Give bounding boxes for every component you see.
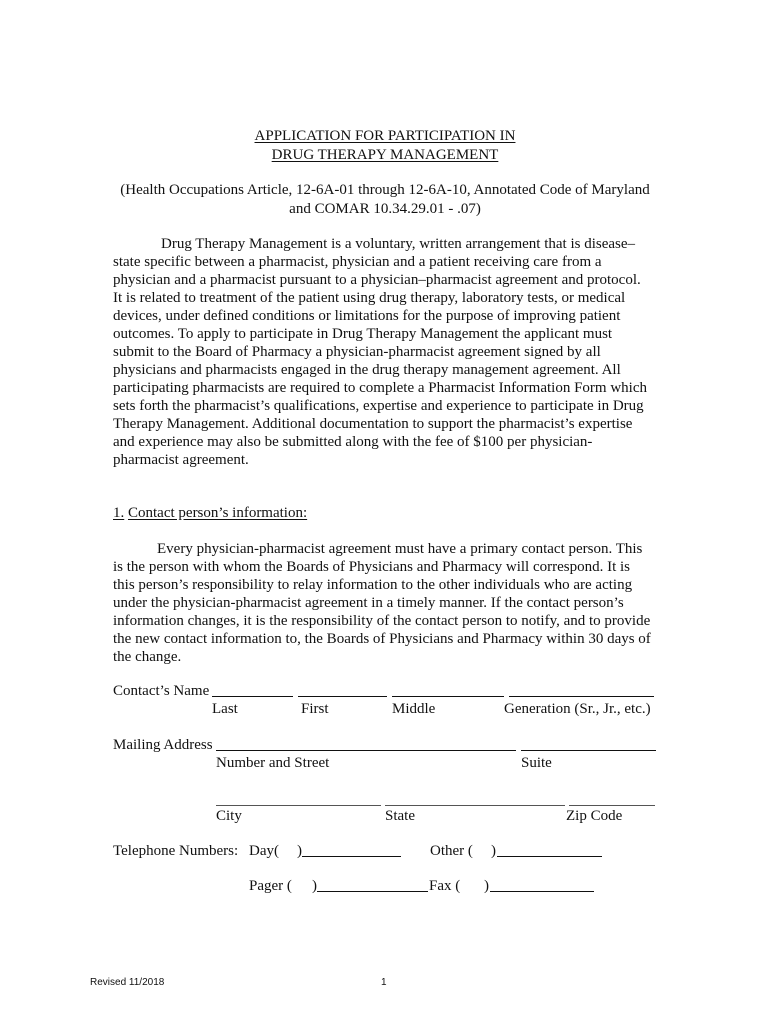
first-label: First bbox=[301, 701, 329, 717]
street-label: Number and Street bbox=[216, 755, 330, 771]
street-field[interactable] bbox=[216, 750, 516, 751]
fax-paren-close: ) bbox=[484, 878, 489, 894]
mailing-address-label: Mailing Address bbox=[113, 737, 213, 753]
other-label: Other ( bbox=[430, 843, 473, 859]
section-1-heading bbox=[113, 505, 307, 522]
citation-line-1: (Health Occupations Article, 12-6A-01 through 12-6A-10, Annotated Code of Maryland bbox=[120, 182, 650, 198]
intro-line: physician and a pharmacist pursuant to a physician–pharmacist agreement and protocol. bbox=[113, 272, 641, 288]
suite-label: Suite bbox=[521, 755, 552, 771]
generation-field[interactable] bbox=[509, 696, 654, 697]
title-line-2: DRUG THERAPY MANAGEMENT bbox=[271, 147, 499, 163]
intro-line: state specific between a pharmacist, physician and a patient receiving care from a bbox=[113, 254, 602, 270]
section-1-line: is the person with whom the Boards of Physicians and Pharmacy will correspond. It is bbox=[113, 559, 631, 575]
intro-line: physicians and pharmacists engaged in the drug therapy management agreement. All bbox=[113, 362, 621, 378]
section-1-line: under the physician-pharmacist agreement in a timely manner. If the contact person’s bbox=[113, 595, 624, 611]
page-number: 1 bbox=[381, 977, 387, 988]
state-label: State bbox=[385, 808, 415, 824]
other-paren-close: ) bbox=[491, 843, 496, 859]
section-1-title: Contact person’s information: bbox=[128, 505, 308, 521]
suite-field[interactable] bbox=[521, 750, 656, 751]
intro-line: Drug Therapy Management is a voluntary, written arrangement that is disease– bbox=[161, 236, 636, 252]
day-paren-close: ) bbox=[297, 843, 302, 859]
pager-paren-close: ) bbox=[312, 878, 317, 894]
middle-label: Middle bbox=[392, 701, 436, 717]
section-1-line: Every physician-pharmacist agreement must have a primary contact person. This bbox=[157, 541, 643, 557]
city-label: City bbox=[216, 808, 242, 824]
citation-line-2: and COMAR 10.34.29.01 - .07) bbox=[289, 201, 481, 217]
middle-name-field[interactable] bbox=[392, 696, 504, 697]
title-line-1: APPLICATION FOR PARTICIPATION IN bbox=[254, 128, 516, 144]
city-field[interactable] bbox=[216, 805, 381, 806]
zip-label: Zip Code bbox=[566, 808, 623, 824]
intro-line: and experience may also be submitted along with the fee of $100 per physician- bbox=[113, 434, 593, 450]
intro-line: outcomes. To apply to participate in Drug Therapy Management the applicant must bbox=[113, 326, 613, 342]
last-label: Last bbox=[212, 701, 238, 717]
fax-label: Fax ( bbox=[429, 878, 461, 894]
intro-line: devices, under defined conditions or limitations for the purpose of improving patient bbox=[113, 308, 621, 324]
day-phone-field[interactable] bbox=[302, 856, 401, 857]
intro-line: pharmacist agreement. bbox=[113, 452, 249, 468]
generation-label: Generation (Sr., Jr., etc.) bbox=[504, 701, 651, 717]
intro-line: Therapy Management. Additional documentation to support the pharmacist’s expertise bbox=[113, 416, 633, 432]
intro-line: sets forth the pharmacist’s qualifications, expertise and experience to participate in Drug bbox=[113, 398, 644, 414]
section-1-line: the new contact information to, the Boards of Physicians and Pharmacy within 30 days of bbox=[113, 631, 651, 647]
other-phone-field[interactable] bbox=[497, 856, 602, 857]
fax-field[interactable] bbox=[490, 891, 594, 892]
state-field[interactable] bbox=[385, 805, 565, 806]
telephone-label: Telephone Numbers: bbox=[113, 843, 239, 859]
section-1-line: information changes, it is the responsibility of the contact person to notify, and to provide bbox=[113, 613, 651, 629]
contact-name-label: Contact’s Name bbox=[113, 683, 210, 699]
intro-line: It is related to treatment of the patient using drug therapy, laboratory tests, or medical bbox=[113, 290, 626, 306]
first-name-field[interactable] bbox=[298, 696, 387, 697]
zip-field[interactable] bbox=[569, 805, 655, 806]
last-name-field[interactable] bbox=[212, 696, 293, 697]
pager-label: Pager ( bbox=[249, 878, 292, 894]
section-1-line: the change. bbox=[113, 649, 182, 665]
revised-date: Revised 11/2018 bbox=[90, 977, 165, 988]
pager-field[interactable] bbox=[317, 891, 428, 892]
section-1-line: this person’s responsibility to relay information to the other individuals who are acting bbox=[113, 577, 633, 593]
day-label: Day( bbox=[249, 843, 279, 859]
section-1-number: 1. bbox=[113, 505, 125, 521]
intro-line: submit to the Board of Pharmacy a physician-pharmacist agreement signed by all bbox=[113, 344, 601, 360]
intro-line: participating pharmacists are required to complete a Pharmacist Information Form which bbox=[113, 380, 647, 396]
